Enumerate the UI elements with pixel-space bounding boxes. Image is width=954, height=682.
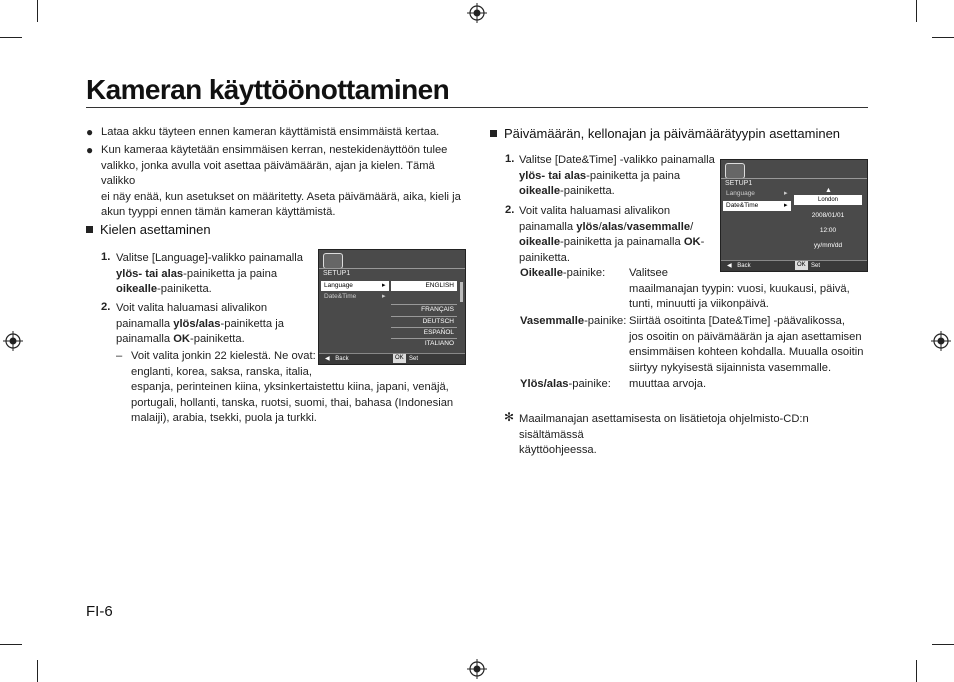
date-value[interactable]: 2008/01/01 — [811, 212, 845, 219]
chevron-right-icon: ▸ — [382, 293, 386, 300]
language-option[interactable]: ESPAÑOL — [391, 327, 457, 337]
timezone-value[interactable]: London — [794, 195, 862, 205]
camera-screen-datetime — [720, 159, 868, 272]
crop-mark — [0, 644, 22, 645]
definition-term: Oikealle-painike: — [520, 267, 606, 279]
setup-icon — [725, 163, 745, 179]
set-label: Set — [409, 356, 419, 362]
ok-label: OK — [797, 262, 806, 268]
bullet-text: Kun kameraa käytetään ensimmäisen kerran, nestekidenäyttöön tulee valikko, jonka avulla voit asettaa päivämäärän, ajan ja kielen. Tämä valikko ei näy enää, kun asetukset on määritetty. Aseta päivämäärä, aika, kieli ja akun tyyppi ennen tämän kameran käyttämistä. — [101, 144, 461, 219]
registration-mark-icon — [3, 331, 23, 351]
definition-text: Siirtää osoitinta [Date&Time] -päävalikossa, jos osoitin on päivämäärän ja ajan asettamisen ensimmäisen kohteen kohdalla. Muualla osoitin siirtyy nykyisestä sijainnista vasemmalle. — [629, 315, 864, 374]
divider — [721, 178, 867, 179]
square-bullet-icon — [490, 130, 497, 137]
back-arrow-icon: ◀ — [325, 356, 330, 362]
step-text: Voit valita haluamasi alivalikon painamalla ylös/alas/vasemmalle/ oikealle-painiketta ja painamalla OK- painiketta. — [519, 205, 705, 264]
registration-mark-icon — [467, 659, 487, 679]
section-heading-datetime: Päivämäärän, kellonajan ja päivämäärätyypin asettaminen — [490, 126, 840, 141]
bullet-icon: ● — [86, 143, 94, 157]
menu-item-datetime[interactable]: Date&Time — [723, 201, 791, 211]
language-list-text: Voit valita jonkin 22 kielestä. Ne ovat: englanti, korea, saksa, ranska, italia, — [131, 350, 316, 378]
crop-mark — [916, 660, 917, 682]
ok-label: OK — [395, 355, 404, 361]
menu-item-language[interactable]: Language — [726, 190, 755, 197]
language-option[interactable]: FRANÇAIS — [391, 304, 457, 314]
date-format-value[interactable]: yy/mm/dd — [813, 242, 843, 249]
definition-text: Valitsee maailmanajan tyypin: vuosi, kuukausi, päivä, tunti, minuutti ja viikonpäivä. — [629, 267, 850, 311]
note-asterisk-icon: ✻ — [504, 410, 515, 424]
language-list-text: espanja, perinteinen kiina, yksinkertaistettu kiina, japani, venäjä, portugali, hollanti, tanska, ruotsi, suomi, thai, bahasa (Indonesian malaiji), arabia, tsekki, puola ja turkki. — [131, 381, 454, 425]
setup-icon — [323, 253, 343, 269]
definition-term: Vasemmalle-painike: — [520, 315, 627, 327]
chevron-right-icon: ▸ — [784, 190, 788, 197]
step-number: 2. — [101, 301, 111, 313]
setup-tab-label: SETUP1 — [323, 270, 351, 277]
language-option[interactable]: DEUTSCH — [391, 316, 457, 326]
language-option[interactable]: ENGLISH — [391, 281, 457, 291]
up-arrow-icon: ▲ — [825, 187, 832, 194]
registration-mark-icon — [467, 3, 487, 23]
camera-footer — [319, 353, 465, 364]
menu-item-datetime[interactable]: Date&Time — [324, 293, 357, 300]
step-text: Voit valita haluamasi alivalikon painamalla ylös/alas-painiketta ja painamalla OK-painiketta. — [116, 302, 284, 346]
time-value[interactable]: 12:00 — [819, 227, 837, 234]
step-text: Valitse [Date&Time] -valikko painamalla ylös- tai alas-painiketta ja paina oikealle-painiketta. — [519, 154, 715, 198]
crop-mark — [932, 644, 954, 645]
square-bullet-icon — [86, 226, 93, 233]
step-number: 2. — [505, 204, 515, 216]
bullet-icon: ● — [86, 125, 94, 139]
back-label: Back — [737, 263, 751, 269]
camera-footer — [721, 260, 867, 271]
page-title: Kameran käyttöönottaminen — [86, 74, 450, 105]
definition-text: muuttaa arvoja. — [629, 378, 707, 390]
back-arrow-icon: ◀ — [727, 263, 732, 269]
step-number: 1. — [505, 153, 515, 165]
section-heading-language: Kielen asettaminen — [86, 222, 211, 237]
divider — [319, 268, 465, 269]
language-option[interactable]: ITALIANO — [391, 338, 457, 348]
dash-mark: – — [116, 350, 123, 362]
set-label: Set — [811, 263, 821, 269]
page-number: FI-6 — [86, 603, 113, 620]
crop-mark — [916, 0, 917, 22]
setup-tab-label: SETUP1 — [725, 180, 753, 187]
menu-item-language[interactable]: Language — [321, 281, 389, 291]
crop-mark — [932, 37, 954, 38]
step-number: 1. — [101, 251, 111, 263]
back-label: Back — [335, 356, 349, 362]
chevron-right-icon: ▸ — [382, 282, 386, 289]
definition-term: Ylös/alas-painike: — [520, 378, 611, 390]
crop-mark — [0, 37, 22, 38]
title-rule — [86, 107, 868, 108]
crop-mark — [37, 0, 38, 22]
bullet-text: Lataa akku täyteen ennen kameran käyttämistä ensimmäistä kertaa. — [101, 126, 440, 138]
registration-mark-icon — [931, 331, 951, 351]
chevron-right-icon: ▸ — [784, 202, 788, 209]
step-text: Valitse [Language]-valikko painamalla ylös- tai alas-painiketta ja paina oikealle-painiketta. — [116, 252, 303, 296]
crop-mark — [37, 660, 38, 682]
note-text: Maailmanajan asettamisesta on lisätietoja ohjelmisto-CD:n sisältämässä käyttöohjeessa. — [519, 413, 809, 457]
camera-screen-language — [318, 249, 466, 365]
scrollbar[interactable] — [460, 282, 463, 302]
